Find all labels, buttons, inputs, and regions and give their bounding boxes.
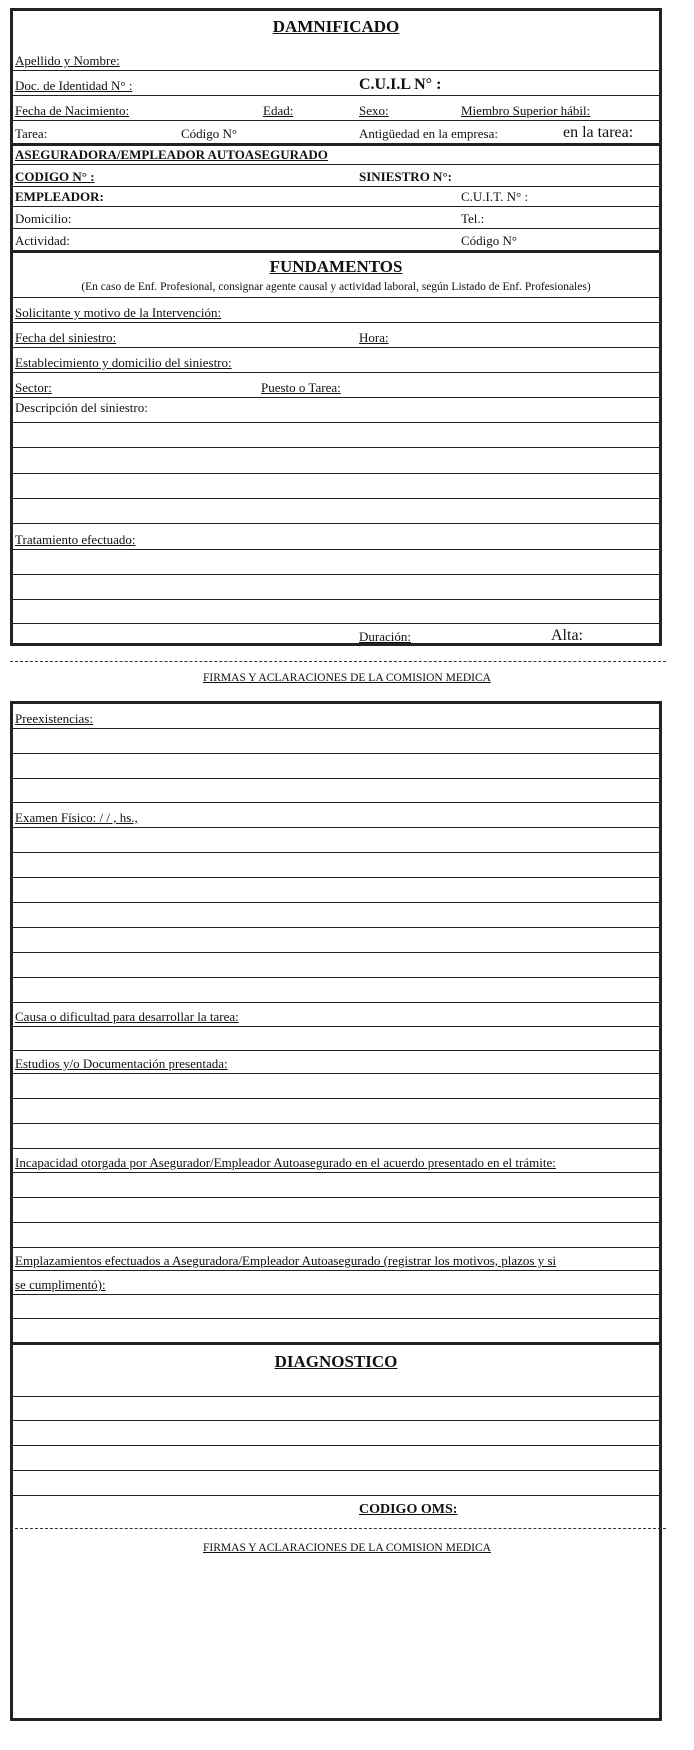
row-fecha-siniestro[interactable] bbox=[13, 321, 659, 348]
examen-label: Examen Físico: / / , hs., bbox=[15, 810, 138, 825]
row-nacimiento[interactable] bbox=[13, 95, 659, 121]
row-emplazamientos-cont[interactable] bbox=[13, 1270, 659, 1295]
blank-line[interactable] bbox=[13, 902, 659, 928]
solicitante-label: Solicitante y motivo de la Intervención: bbox=[15, 305, 222, 320]
blank-line[interactable] bbox=[13, 599, 659, 624]
cut-line bbox=[10, 1528, 666, 1529]
aseguradora-heading: ASEGURADORA/EMPLEADOR AUTOASEGURADO bbox=[15, 147, 328, 162]
emplazamientos-label-2: se cumplimentó): bbox=[15, 1277, 106, 1292]
row-duracion[interactable] bbox=[13, 623, 659, 646]
blank-line[interactable] bbox=[13, 977, 659, 1003]
emplazamientos-label-1: Emplazamientos efectuados a Aseguradora/Empleador Autoasegurado (registrar los motivos, plazos y si bbox=[15, 1253, 557, 1268]
puesto-label: Puesto o Tarea: bbox=[261, 380, 341, 395]
row-aseguradora bbox=[13, 143, 659, 165]
blank-line[interactable] bbox=[13, 778, 659, 803]
blank-line[interactable] bbox=[13, 1420, 659, 1446]
blank-line[interactable] bbox=[13, 927, 659, 953]
row-codigo-oms[interactable] bbox=[13, 1495, 659, 1519]
blank-line[interactable] bbox=[13, 1172, 659, 1198]
row-domicilio[interactable] bbox=[13, 206, 659, 229]
descripcion-label: Descripción del siniestro: bbox=[15, 400, 148, 415]
blank-line[interactable] bbox=[13, 1396, 659, 1421]
siniestro-label: SINIESTRO N°: bbox=[359, 169, 452, 184]
fundamentos-note: (En caso de Enf. Profesional, consignar agente causal y actividad laboral, según Listado de Enf. Profesionales) bbox=[81, 281, 591, 293]
row-documento[interactable] bbox=[13, 70, 659, 96]
causa-label: Causa o dificultad para desarrollar la tarea: bbox=[15, 1009, 239, 1024]
blank-line[interactable] bbox=[13, 574, 659, 600]
codigo-oms-label: CODIGO OMS: bbox=[359, 1502, 458, 1517]
antiguedad-label: Antigüedad en la empresa: bbox=[359, 126, 498, 141]
sexo-label: Sexo: bbox=[359, 103, 389, 118]
diagnostico-heading: DIAGNOSTICO bbox=[274, 1352, 398, 1371]
form-section-2 bbox=[10, 701, 662, 1721]
blank-line[interactable] bbox=[13, 1470, 659, 1496]
tratamiento-label: Tratamiento efectuado: bbox=[15, 532, 136, 547]
blank-line[interactable] bbox=[13, 1342, 659, 1397]
row-tratamiento[interactable] bbox=[13, 523, 659, 550]
tarea-label: Tarea: bbox=[15, 126, 48, 141]
firmas-label-1: FIRMAS Y ACLARACIONES DE LA COMISION MEDICA bbox=[203, 672, 491, 684]
blank-line[interactable] bbox=[13, 498, 659, 524]
hora-label: Hora: bbox=[359, 330, 389, 345]
actividad-label: Actividad: bbox=[15, 233, 70, 248]
establecimiento-label: Establecimiento y domicilio del siniestro: bbox=[15, 355, 232, 370]
codigo-aseguradora-label: CODIGO N° : bbox=[15, 169, 95, 184]
row-actividad[interactable] bbox=[13, 228, 659, 253]
row-examen-fisico[interactable] bbox=[13, 802, 659, 828]
row-emplazamientos[interactable] bbox=[13, 1247, 659, 1271]
row-sector[interactable] bbox=[13, 372, 659, 398]
row-causa[interactable] bbox=[13, 1002, 659, 1027]
blank-line[interactable] bbox=[13, 422, 659, 448]
blank-line[interactable] bbox=[13, 1318, 659, 1345]
blank-line[interactable] bbox=[13, 952, 659, 978]
cuil-label: C.U.I.L N° : bbox=[359, 76, 442, 93]
damnificado-heading: DAMNIFICADO bbox=[272, 17, 400, 36]
blank-line[interactable] bbox=[13, 1098, 659, 1124]
row-apellido[interactable] bbox=[13, 47, 659, 71]
edad-label: Edad: bbox=[263, 103, 294, 118]
blank-line[interactable] bbox=[13, 1073, 659, 1099]
blank-line[interactable] bbox=[13, 1294, 659, 1319]
documento-label: Doc. de Identidad N° : bbox=[15, 78, 133, 93]
firmas-label-2: FIRMAS Y ACLARACIONES DE LA COMISION MEDICA bbox=[203, 1542, 491, 1554]
row-estudios[interactable] bbox=[13, 1050, 659, 1074]
sector-label: Sector: bbox=[15, 380, 52, 395]
row-empleador[interactable] bbox=[13, 186, 659, 207]
estudios-label: Estudios y/o Documentación presentada: bbox=[15, 1056, 228, 1071]
fecha-siniestro-label: Fecha del siniestro: bbox=[15, 330, 117, 345]
blank-line[interactable] bbox=[13, 447, 659, 474]
form-section-1 bbox=[10, 8, 662, 646]
blank-line[interactable] bbox=[13, 1026, 659, 1051]
domicilio-label: Domicilio: bbox=[15, 211, 72, 226]
duracion-label: Duración: bbox=[359, 629, 411, 644]
empleador-label: EMPLEADOR: bbox=[15, 189, 104, 204]
preexistencias-label: Preexistencias: bbox=[15, 711, 93, 726]
blank-line[interactable] bbox=[13, 473, 659, 499]
tel-label: Tel.: bbox=[461, 211, 485, 226]
miembro-label: Miembro Superior hábil: bbox=[461, 103, 591, 118]
nacimiento-label: Fecha de Nacimiento: bbox=[15, 103, 130, 118]
blank-line[interactable] bbox=[13, 1123, 659, 1149]
cuit-label: C.U.I.T. N° : bbox=[461, 189, 529, 204]
row-solicitante[interactable] bbox=[13, 297, 659, 323]
row-incapacidad[interactable] bbox=[13, 1148, 659, 1173]
blank-line[interactable] bbox=[13, 1197, 659, 1223]
blank-line[interactable] bbox=[13, 549, 659, 575]
fundamentos-heading: FUNDAMENTOS bbox=[269, 257, 403, 276]
row-establecimiento[interactable] bbox=[13, 347, 659, 373]
row-descripcion[interactable] bbox=[13, 397, 659, 423]
blank-line[interactable] bbox=[13, 877, 659, 903]
row-preexistencias[interactable] bbox=[13, 704, 659, 729]
codigo2-label: Código N° bbox=[461, 233, 518, 248]
en-tarea-label: en la tarea: bbox=[563, 124, 634, 141]
blank-line[interactable] bbox=[13, 1222, 659, 1248]
blank-line[interactable] bbox=[13, 827, 659, 853]
apellido-label: Apellido y Nombre: bbox=[15, 53, 120, 68]
blank-line[interactable] bbox=[13, 1445, 659, 1471]
alta-label: Alta: bbox=[551, 627, 583, 644]
cut-line bbox=[10, 661, 666, 662]
row-codigo-siniestro[interactable] bbox=[13, 164, 659, 187]
codigo-label: Código N° bbox=[181, 126, 238, 141]
blank-line[interactable] bbox=[13, 753, 659, 779]
blank-line[interactable] bbox=[13, 728, 659, 754]
incapacidad-label: Incapacidad otorgada por Asegurador/Empleador Autoasegurado en el acuerdo presentado en el trámite: bbox=[15, 1155, 556, 1170]
blank-line[interactable] bbox=[13, 852, 659, 878]
